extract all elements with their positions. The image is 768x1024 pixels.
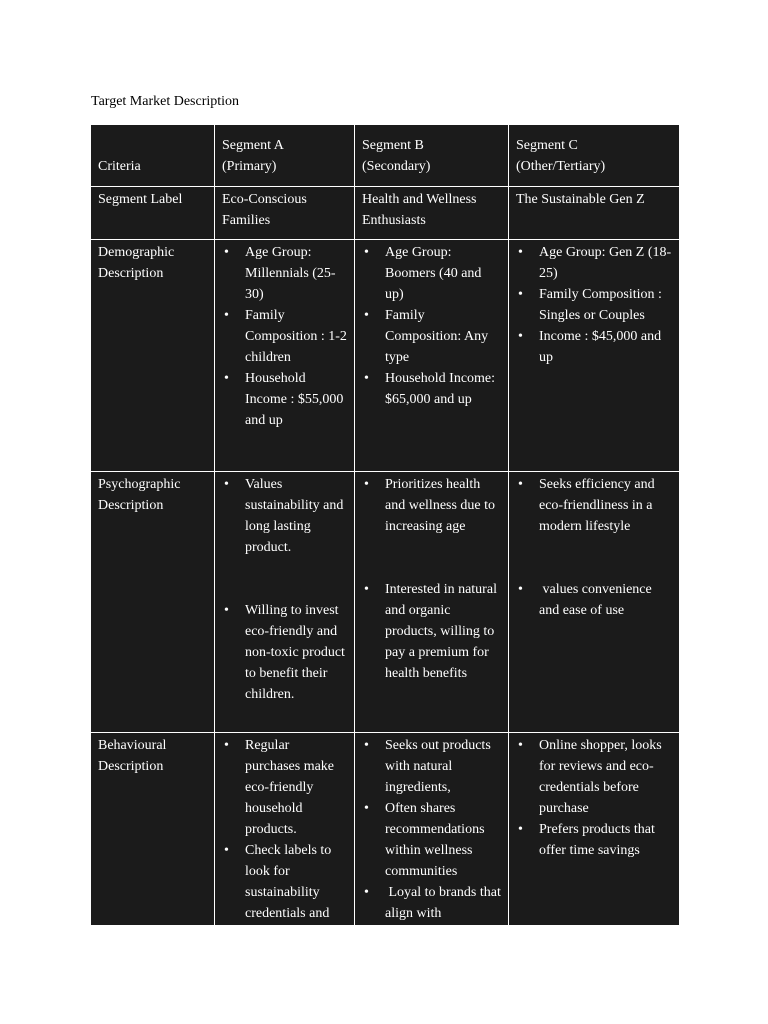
psychographic-segment-b xyxy=(355,472,509,733)
target-market-table-container xyxy=(90,124,679,921)
psychographic-segment-c xyxy=(509,472,680,733)
bullet-list xyxy=(516,735,673,861)
demographic-segment-c xyxy=(509,240,680,472)
demographic-row xyxy=(91,240,680,472)
criteria-behavioural: Behavioural Description xyxy=(91,733,215,926)
segment-a-label: Eco-Conscious Families xyxy=(215,187,355,240)
list-item: • Values sustainability and long lasting product. xyxy=(222,474,348,558)
bullet-list xyxy=(516,474,673,537)
criteria-demographic: Demographic Description xyxy=(91,240,215,472)
list-item: • values convenience and ease of use xyxy=(516,579,673,621)
list-item: • Online shopper, looks for reviews and eco-credentials before purchase xyxy=(516,735,673,819)
list-item: • Regular purchases make eco-friendly household products. xyxy=(222,735,348,840)
segment-b-name: Segment B xyxy=(362,138,424,153)
segment-label-row xyxy=(91,187,680,240)
list-item: • Family Composition : 1-2 children xyxy=(222,305,348,368)
spacer xyxy=(516,537,673,579)
header-segment-b xyxy=(355,125,509,187)
spacer xyxy=(222,558,348,600)
list-item: • Income : $45,000 and up xyxy=(516,326,673,368)
header-segment-a xyxy=(215,125,355,187)
header-segment-c xyxy=(509,125,680,187)
header-row xyxy=(91,125,680,187)
psychographic-segment-a xyxy=(215,472,355,733)
bullet-list xyxy=(362,242,502,410)
list-item: • Check labels to look for sustainability credentials and xyxy=(222,840,348,924)
bullet-list xyxy=(362,474,502,537)
segment-c-role: (Other/Tertiary) xyxy=(516,159,606,174)
bullet-list xyxy=(516,242,673,368)
list-item: • Loyal to brands that align with xyxy=(362,882,502,924)
bullet-list xyxy=(516,579,673,621)
demographic-segment-a xyxy=(215,240,355,472)
target-market-table xyxy=(90,124,680,926)
behavioural-segment-b xyxy=(355,733,509,926)
bullet-list xyxy=(222,600,348,705)
demographic-segment-b xyxy=(355,240,509,472)
segment-a-name: Segment A xyxy=(222,138,284,153)
list-item: • Household Income : $55,000 and up xyxy=(222,368,348,431)
bullet-list xyxy=(222,242,348,431)
list-item: • Interested in natural and organic products, willing to pay a premium for health benefits xyxy=(362,579,502,684)
list-item: • Age Group: Gen Z (18-25) xyxy=(516,242,673,284)
segment-b-role: (Secondary) xyxy=(362,159,431,174)
list-item: • Seeks out products with natural ingredients, xyxy=(362,735,502,798)
list-item: • Family Composition: Any type xyxy=(362,305,502,368)
page-title: Target Market Description xyxy=(91,94,240,109)
list-item: • Prefers products that offer time savings xyxy=(516,819,673,861)
header-criteria: Criteria xyxy=(91,125,215,187)
behavioural-segment-a xyxy=(215,733,355,926)
bullet-list xyxy=(362,735,505,924)
list-item: • Family Composition : Singles or Couples xyxy=(516,284,673,326)
bullet-list xyxy=(362,579,502,684)
list-item: • Prioritizes health and wellness due to increasing age xyxy=(362,474,502,537)
behavioural-segment-c xyxy=(509,733,680,926)
psychographic-row xyxy=(91,472,680,733)
list-item: • Willing to invest eco-friendly and non-toxic product to benefit their children. xyxy=(222,600,348,705)
list-item: • Often shares recommendations within wellness communities xyxy=(362,798,502,882)
spacer xyxy=(362,537,502,579)
list-item: • Seeks efficiency and eco-friendliness in a modern lifestyle xyxy=(516,474,673,537)
bullet-list xyxy=(222,735,348,924)
criteria-segment-label: Segment Label xyxy=(91,187,215,240)
behavioural-row xyxy=(91,733,680,926)
segment-b-label: Health and Wellness Enthusiasts xyxy=(355,187,509,240)
segment-c-label: The Sustainable Gen Z xyxy=(509,187,680,240)
segment-a-role: (Primary) xyxy=(222,159,277,174)
list-item: • Age Group: Boomers (40 and up) xyxy=(362,242,502,305)
list-item: • Age Group: Millennials (25-30) xyxy=(222,242,348,305)
segment-c-name: Segment C xyxy=(516,138,578,153)
criteria-psychographic: Psychographic Description xyxy=(91,472,215,733)
bullet-list xyxy=(222,474,348,558)
list-item: • Household Income: $65,000 and up xyxy=(362,368,502,410)
